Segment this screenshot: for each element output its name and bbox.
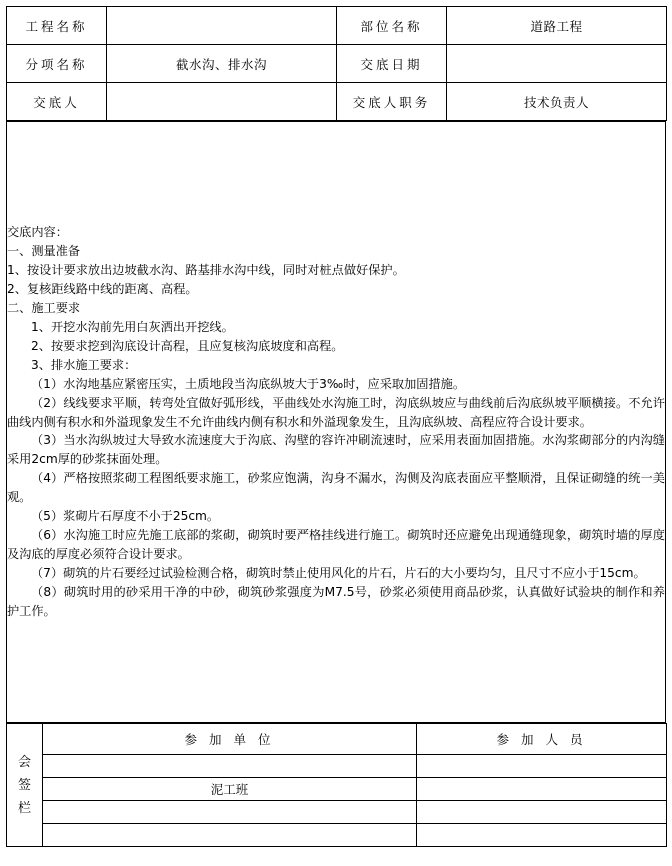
label-disclosure-date: 交底日期 — [337, 45, 447, 83]
content-line: 2、按要求挖到沟底设计高程，且应复核沟底坡度和高程。 — [31, 338, 344, 353]
content-line: （3）当水沟纵坡过大导致水流速度大于沟底、沟壁的容许冲刷流速时，应采用表面加固措施。水沟浆砌部分的内沟缝采用2cm厚的砂浆抹面处理。 — [7, 433, 665, 467]
content-title: 交底内容： — [7, 225, 68, 240]
disclosure-content-cell[interactable] — [7, 122, 666, 723]
content-line: 1、按设计要求放出边坡截水沟、路基排水沟中线，同时对桩点做好保护。 — [7, 263, 405, 278]
content-line: （5）浆砌片石厚度不小于25cm。 — [31, 509, 220, 524]
content-line: （1）水沟地基应紧密压实，土质地段当沟底纵坡大于3‰时，应采取加固措施。 — [31, 376, 466, 391]
header-table — [6, 6, 667, 121]
label-discloser-title: 交底人职务 — [337, 83, 447, 121]
signature-label-char: 栏 — [17, 800, 31, 816]
content-line: （2）线线要求平顺，转弯处宜做好弧形线，平曲线处水沟施工时，沟底纵坡应与曲线前后沟底纵坡平顺横接。不允许曲线内侧有积水和外溢现象发生不允许曲线内侧有积水和外溢现象发生，且沟底纵坡、高程应符合设计要求。 — [7, 395, 665, 429]
table-row — [7, 7, 667, 45]
signature-person-value[interactable] — [417, 824, 667, 847]
content-line: 1、开挖水沟前先用白灰洒出开挖线。 — [31, 320, 234, 335]
signature-unit-value[interactable] — [43, 824, 417, 847]
signature-label-char: 会 — [17, 754, 31, 770]
content-line: （7）砌筑的片石要经过试验检测合格，砌筑时禁止使用风化的片石，片石的大小要均匀，且尺寸不应小于15cm。 — [31, 565, 646, 580]
label-project-name: 工程名称 — [7, 7, 107, 45]
table-row — [7, 83, 667, 121]
content-line: 2、复核距线路中线的距离、高程。 — [7, 282, 198, 297]
content-line: （6）水沟施工时应先施工底部的浆砌，砌筑时要严格挂线进行施工。砌筑时还应避免出现通缝现象，砌筑时墙的厚度及沟底的厚度必须符合设计要求。 — [7, 527, 665, 561]
signature-unit-value[interactable] — [43, 801, 417, 824]
label-discloser: 交底人 — [7, 83, 107, 121]
signature-col-header-person: 参 加 人 员 — [417, 724, 667, 755]
content-table — [6, 121, 666, 723]
content-line: 3、排水施工要求： — [31, 357, 137, 372]
value-discloser[interactable] — [107, 83, 337, 121]
content-line: 一、测量准备 — [7, 244, 81, 259]
signature-person-value[interactable] — [417, 801, 667, 824]
signature-unit-value[interactable] — [43, 755, 417, 778]
content-line: （4）严格按照浆砌工程图纸要求施工，砂浆应饱满，沟身不漏水，沟侧及沟底表面应平整顺滑，且保证砌缝的统一美观。 — [7, 471, 665, 505]
label-subitem-name: 分项名称 — [7, 45, 107, 83]
value-discloser-title[interactable]: 技术负责人 — [447, 83, 667, 121]
content-line: （8）砌筑时用的砂采用干净的中砂，砌筑砂浆强度为M7.5号，砂浆必须使用商品砂浆，认真做好试验块的制作和养护工作。 — [7, 584, 665, 618]
value-part-name[interactable]: 道路工程 — [447, 7, 667, 45]
content-table-body — [7, 122, 666, 723]
table-row — [7, 122, 666, 723]
value-subitem-name[interactable]: 截水沟、排水沟 — [107, 45, 337, 83]
signature-table-body — [7, 724, 667, 847]
signature-label-char: 签 — [17, 777, 31, 793]
signature-unit-value[interactable]: 泥工班 — [43, 778, 417, 801]
header-table-body — [7, 7, 667, 121]
signature-col-header-unit: 参 加 单 位 — [43, 724, 417, 755]
value-disclosure-date[interactable] — [447, 45, 667, 83]
signature-table — [6, 723, 667, 847]
signature-person-value[interactable] — [417, 778, 667, 801]
table-row — [7, 755, 667, 778]
table-row — [7, 801, 667, 824]
content-line: 二、施工要求 — [7, 301, 81, 316]
signature-person-value[interactable] — [417, 755, 667, 778]
table-row — [7, 824, 667, 847]
label-part-name: 部位名称 — [337, 7, 447, 45]
value-project-name[interactable] — [107, 7, 337, 45]
table-row — [7, 45, 667, 83]
table-row — [7, 724, 667, 755]
signature-side-label — [7, 724, 43, 847]
table-row — [7, 778, 667, 801]
